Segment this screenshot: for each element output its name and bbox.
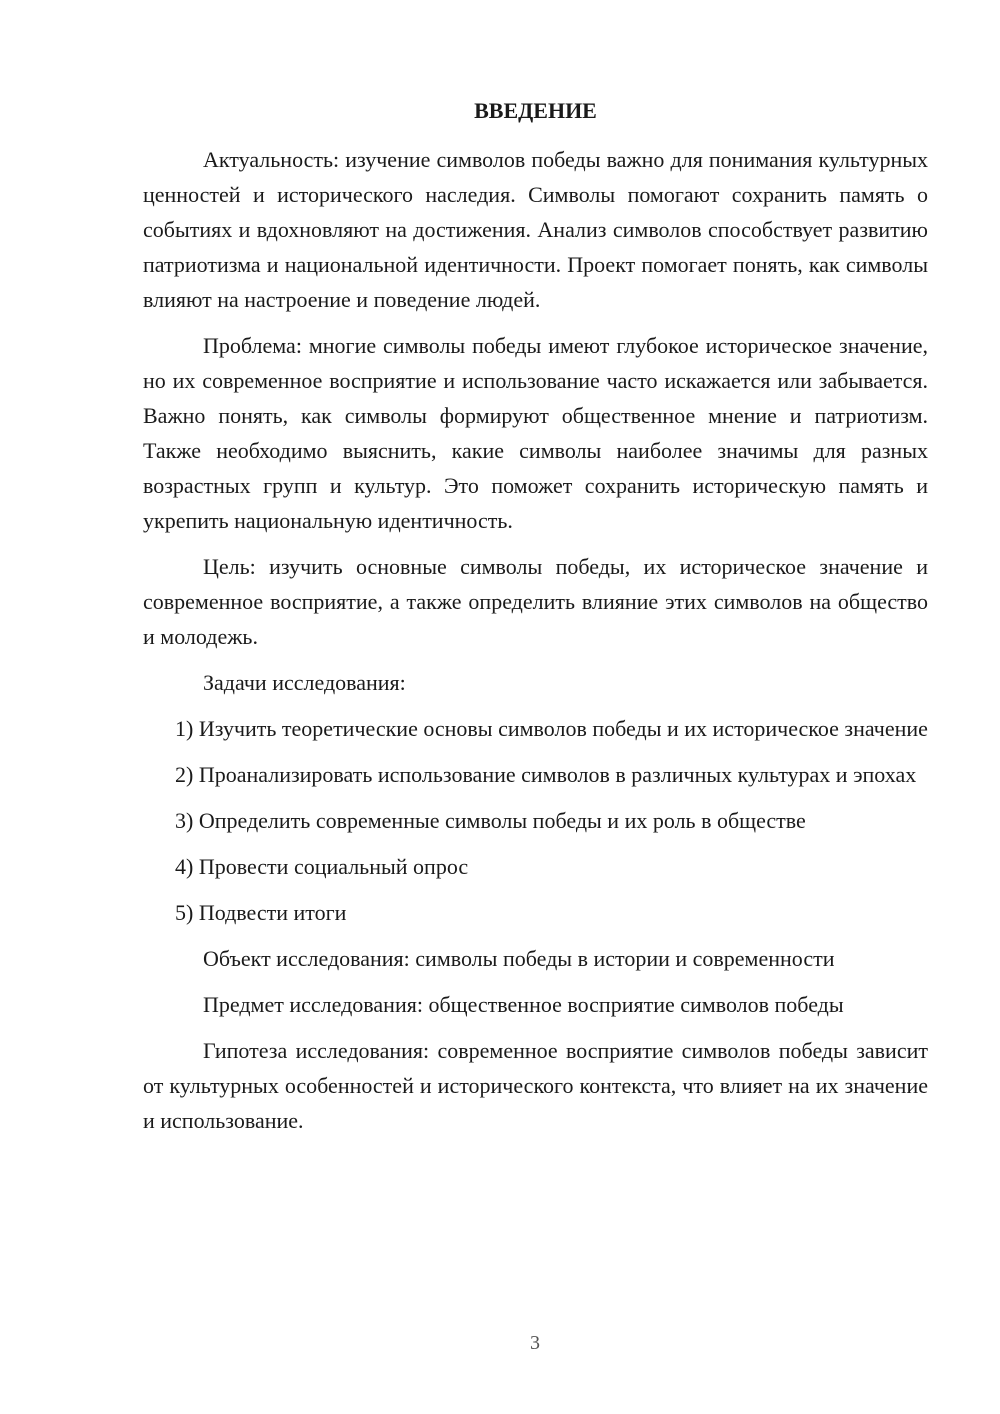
page-number: 3 [530,1332,540,1354]
goal-paragraph: Цель: изучить основные символы победы, их историческое значение и современное восприятие, а также определить влияние этих символов на общество и молодежь. [143,554,928,649]
page-title: ВВЕДЕНИЕ [474,98,597,123]
task-item: 3) Определить современные символы победы и их роль в обществе [175,808,806,833]
task-item: 5) Подвести итоги [175,900,347,925]
tasks-heading: Задачи исследования: [203,670,406,695]
research-subject: Предмет исследования: общественное восприятие символов победы [203,992,844,1017]
hypothesis-paragraph: Гипотеза исследования: современное восприятие символов победы зависит от культурных особенностей и исторического контекста, что влияет на их значение и использование. [143,1038,928,1133]
problem-paragraph: Проблема: многие символы победы имеют глубокое историческое значение, но их современное восприятие и использование часто искажается или забывается. Важно понять, как символы формируют общественное мнение и патриотизм. Также необходимо выяснить, какие символы наиболее значимы для разных возрастных групп и культур. Это поможет сохранить историческую память и укрепить национальную идентичность. [143,333,928,533]
relevance-paragraph: Актуальность: изучение символов победы важно для понимания культурных ценностей и исторического наследия. Символы помогают сохранить память о событиях и вдохновляют на достижения. Анализ символов способствует развитию патриотизма и национальной идентичности. Проект помогает понять, как символы влияют на настроение и поведение людей. [143,147,928,312]
document-body [143,96,928,1149]
task-item: 4) Провести социальный опрос [175,854,469,879]
task-item: 2) Проанализировать использование символов в различных культурах и эпохах [175,762,917,787]
task-item: 1) Изучить теоретические основы символов победы и их историческое значение [175,716,928,741]
research-object: Объект исследования: символы победы в истории и современности [203,946,835,971]
